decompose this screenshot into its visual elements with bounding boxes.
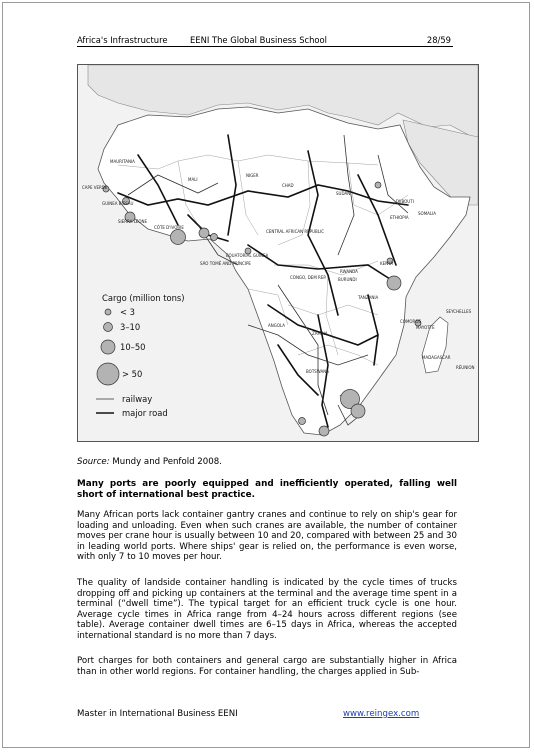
header-school: EENI The Global Business School <box>190 35 327 45</box>
label-kenya: KENYA <box>380 261 394 266</box>
paragraph-cranes: Many African ports lack container gantry cranes and continue to rely on ship's gear for loading and unloading. Even when such cranes are available, the number of container moves per crane hour is usually between 10 and 20, compared with between 25 and 30 in leading world ports. Where ships' gear is relied on, the performance is even worse, with only 7 to 10 moves per hour. <box>77 510 457 562</box>
header-title: Africa's Infrastructure <box>77 35 168 45</box>
figure-source <box>77 457 222 467</box>
label-tanzania: TANZANIA <box>358 295 379 300</box>
legend-circle-medium <box>104 323 113 332</box>
label-mauritania: MAURITANIA <box>110 159 135 164</box>
legend-railway: railway <box>122 394 153 404</box>
label-djibouti: DJIBOUTI <box>396 199 414 204</box>
label-burundi: BURUNDI <box>338 277 357 282</box>
footer-program: Master in International Business EENI <box>77 709 238 719</box>
legend-title: Cargo (million tons) <box>102 293 185 303</box>
label-cape-verde: CAPE VERDE <box>82 185 108 190</box>
label-chad: CHAD <box>282 183 294 188</box>
source-text: Mundy and Penfold 2008. <box>109 457 222 467</box>
label-madagascar: MADAGASCAR <box>422 355 451 360</box>
legend-circle-large <box>101 340 115 354</box>
legend-item-10-50: 10–50 <box>120 342 146 352</box>
source-label: Source: <box>77 457 110 467</box>
label-equatorial-guinea: EQUATORIAL GUINEA <box>226 253 269 258</box>
legend-item-gt50: > 50 <box>122 369 143 379</box>
label-mayotte: MAYOTTE <box>416 325 435 330</box>
label-mali: MALI <box>188 177 198 182</box>
africa-infrastructure-map <box>77 64 479 442</box>
label-sao-tome: SÃO TOMÉ AND PRÍNCIPE <box>200 261 251 266</box>
label-angola: ANGOLA <box>268 323 286 328</box>
label-car: CENTRAL AFRICAN REPUBLIC <box>266 229 324 234</box>
paragraph-landside: The quality of landside container handling is indicated by the cycle times of trucks dropping off and picking up containers at the terminal and the average time spent in a terminal (“dwell time”). The typical target for an efficient truck cycle is one hour. Average cycle times in Africa range from 4–24 hours across different regions (see table). Average container dwell times are 6–15 days in Africa, whereas the accepted international standard is no more than 7 days. <box>77 578 457 641</box>
label-sudan: SUDAN <box>336 191 351 196</box>
paragraph-charges: Port charges for both containers and general cargo are substantially higher in Africa than in other world regions. For container handling, the charges applied in Sub- <box>77 656 457 677</box>
legend-road: major road <box>122 408 168 418</box>
label-rwanda: RWANDA <box>340 269 358 274</box>
map-svg <box>78 65 479 442</box>
label-niger: NIGER <box>246 173 259 178</box>
label-ethiopia: ETHIOPIA <box>390 215 409 220</box>
label-congo-dem: CONGO, DEM REP. <box>290 275 327 280</box>
label-seychelles: SEYCHELLES <box>446 309 472 314</box>
footer-link[interactable]: www.reingex.com <box>343 709 420 719</box>
label-reunion: RÉUNION <box>456 365 475 370</box>
legend-circle-xlarge <box>97 363 119 385</box>
label-sierra-leone: SIERRA LEONE <box>118 219 148 224</box>
label-guinea-bissau: GUINEA BISSAU <box>102 201 134 206</box>
legend-item-3-10: 3–10 <box>120 322 141 332</box>
label-somalia: SOMALIA <box>418 211 437 216</box>
label-cote-divoire: CÔTE D'IVOIRE <box>154 225 184 230</box>
page-number: 28/59 <box>426 35 451 45</box>
label-botswana: BOTSWANA <box>306 369 330 374</box>
label-zambia: ZAMBIA <box>312 331 328 336</box>
legend-circle-small <box>105 309 111 315</box>
label-comoros: COMOROS <box>400 319 422 324</box>
paragraph-lead: Many ports are poorly equipped and inefficiently operated, falling well short of international best practice. <box>77 479 457 500</box>
page-header <box>77 35 453 47</box>
legend-item-lt3: < 3 <box>120 307 136 317</box>
